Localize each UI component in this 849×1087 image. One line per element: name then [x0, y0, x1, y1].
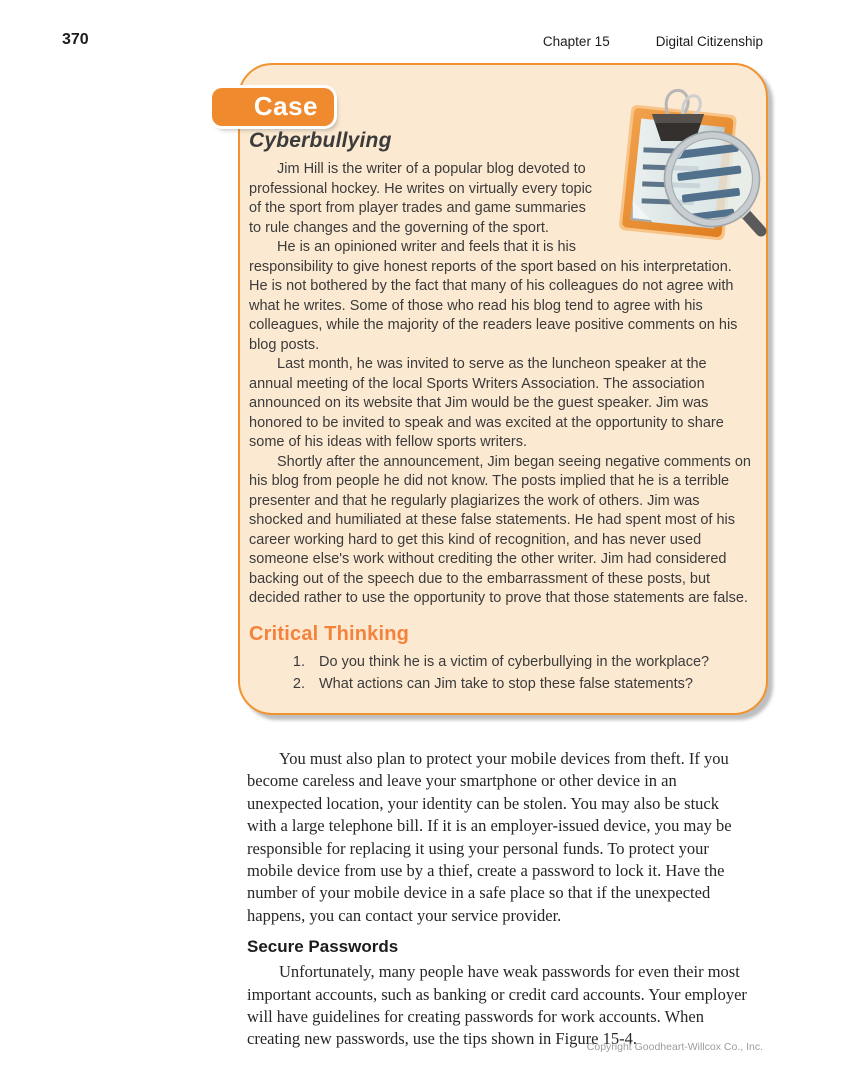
- case-paragraph: Jim Hill is the writer of a popular blog devoted to professional hockey. He writes on virtually every topic of the sport from player trades and game summaries to rule changes and the governing of the sport.: [249, 161, 593, 236]
- copyright-notice: Copyright Goodheart-Willcox Co., Inc.: [586, 1041, 763, 1053]
- chapter-title: Digital Citizenship: [655, 34, 763, 49]
- section-heading-secure-passwords: Secure Passwords: [247, 937, 399, 957]
- page-number: 370: [62, 31, 89, 48]
- critical-thinking-question: 1. Do you think he is a victim of cyberbullying in the workplace?: [309, 651, 754, 673]
- body-paragraph-mobile-devices: You must also plan to protect your mobile devices from theft. If you become careless and leave your smartphone or other device in an unexpected location, your identity can be stolen. You may also be stuck with a large telephone bill. If it is an employer-issued device, you may be responsible for replacing it using your personal funds. To protect your mobile device from use by a thief, create a password to lock it. Have the number of your mobile device in a safe place so that if the unexpected happens, you can contact your service provider.: [247, 749, 732, 925]
- main-body-text: [247, 748, 748, 1051]
- case-tab-label: Case: [212, 88, 334, 126]
- case-box-content: [240, 65, 766, 713]
- case-feature-box: [238, 63, 768, 715]
- case-paragraph: Shortly after the announcement, Jim began seeing negative comments on his blog from people he did not know. The posts implied that he is a terrible presenter and that he regularly plagiarizes the work of others. Jim was shocked and humiliated at these false statements. He had spent most of his career working hard to get this kind of recognition, and has never used someone else's work without crediting the other writer. Jim had considered backing out of the speech due to the embarrassment of these posts, but decided rather to use the opportunity to prove that those statements are false.: [249, 453, 751, 606]
- critical-thinking-list: [249, 651, 754, 695]
- critical-thinking-heading: Critical Thinking: [249, 622, 410, 645]
- running-head: [543, 34, 763, 49]
- case-title: Cyberbullying: [249, 129, 392, 152]
- case-paragraph: Last month, he was invited to serve as the luncheon speaker at the annual meeting of the local Sports Writers Association. The association announced on its website that Jim would be the guest speaker. Jim was honored to be invited to speak and was excited at the opportunity to share some of his ideas with fellow sports writers.: [249, 356, 724, 450]
- critical-thinking-question: 2. What actions can Jim take to stop these false statements?: [309, 673, 754, 695]
- case-paragraph: He is an opinioned writer and feels that it is his responsibility to give honest reports of the sport based on his interpretation. He is not bothered by the fact that many of his colleagues do not agree with what he writes. Some of those who read his blog tend to agree with his colleagues, while the majority of the readers leave positive comments on his blog posts.: [249, 239, 738, 353]
- chapter-number: Chapter 15: [542, 34, 610, 49]
- body-paragraph-passwords: Unfortunately, many people have weak passwords for even their most important accounts, such as banking or credit card accounts. Your employer will have guidelines for creating passwords for work accounts. When creating new passwords, use the tips shown in Figure 15-4.: [247, 962, 747, 1049]
- illustration-spacer: [594, 129, 754, 249]
